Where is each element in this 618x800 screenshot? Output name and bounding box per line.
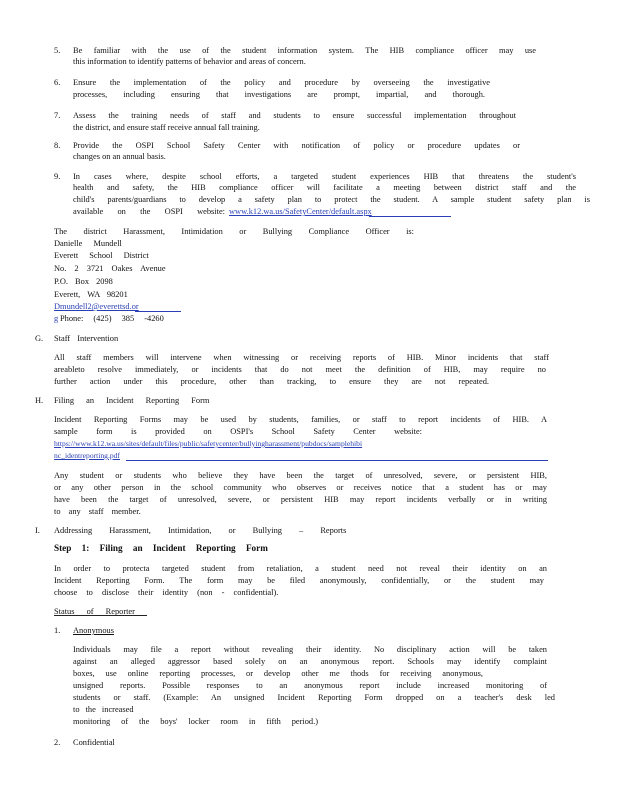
item-number: 8. xyxy=(54,141,61,150)
sub-1-title: Anonymous xyxy=(73,626,114,635)
item-6-line-1: Ensure the implementation of the policy and procedure by overseeing the investigative xyxy=(73,78,490,87)
section-g-title: Staff Intervention xyxy=(54,334,119,343)
officer-po: P.O. Box 2098 xyxy=(54,277,113,286)
section-h-p2-line-2: or any other person in the school community who observes or receives notice that a student has or may xyxy=(54,483,547,492)
section-g-line-2: areableto resolve immediately, or incidents that do not meet the definition of HIB, may require no xyxy=(54,365,546,374)
status-of-reporter-heading: Status of Reporter xyxy=(54,607,135,616)
officer-city: Everett, WA 98201 xyxy=(54,290,128,299)
section-g-letter: G. xyxy=(35,334,44,343)
item-9-line-2: health and safety, the HIB compliance officer will facilitate a meeting between district staff and the xyxy=(73,183,576,192)
safety-center-link[interactable]: www.k12.wa.us/SafetyCenter/default.aspx xyxy=(229,207,372,216)
section-h-title: Filing an Incident Reporting Form xyxy=(54,396,210,405)
sub-1-line-7: monitoring of the boys' locker room in fifth period.) xyxy=(73,717,318,726)
section-h-p1-line-2: sample form is provided on OSPI's School Safety Center website: xyxy=(54,427,422,436)
sub-1-line-4: unsigned reports. Possible responses to an anonymous report include increased monitoring of xyxy=(73,681,547,690)
item-9-line-3: child's parents/guardians to develop a safety plan to protect the student. A sample student safety plan is xyxy=(73,195,590,204)
item-number: 5. xyxy=(54,46,61,55)
officer-email-tail[interactable]: g xyxy=(54,314,59,323)
section-g-line-3: further action under this procedure, other than tracking, to ensure they are not repeated. xyxy=(54,377,489,386)
section-h-p2-line-1: Any student or students who believe they have been the target of unresolved, severe, or persistent HIB, xyxy=(54,471,547,480)
sub-1-line-5: students or staff. (Example: An unsigned Incident Reporting Form dropped on a teacher's desk led xyxy=(73,693,555,702)
item-number: 7. xyxy=(54,111,61,120)
sample-form-link-cont[interactable]: nc_identreporting.pdf xyxy=(54,451,121,460)
section-h-letter: H. xyxy=(35,396,44,405)
sample-form-link[interactable]: https://www.k12.wa.us/sites/default/files/public/safetycenter/bullyingharassment/pubdocs/samplehibi xyxy=(54,439,363,448)
section-i-p1-line-2: Incident Reporting Form. The form may be filed anonymously, confidentially, or the student may xyxy=(54,576,544,585)
sub-2-number: 2. xyxy=(54,738,61,747)
step-1-heading: Step 1: Filing an Incident Reporting Form xyxy=(54,543,268,553)
section-i-p1-line-1: In order to protecta targeted student from retaliation, a student need not reveal their identity on an xyxy=(54,564,547,573)
sub-1-line-2: against an alleged aggressor based solely on an anonymous report. Schools may identify complaint xyxy=(73,657,547,666)
section-g-line-1: All staff members will intervene when witnessing or receiving reports of HIB. Minor incidents that staff xyxy=(54,353,549,362)
section-i-p1-line-3: choose to disclose their identity (non - confidential). xyxy=(54,588,279,597)
sub-1-line-6: to the increased xyxy=(73,705,134,714)
sub-1-line-1: Individuals may file a report without revealing their identity. No disciplinary action will be taken xyxy=(73,645,547,654)
officer-address: No. 2 3721 Oakes Avenue xyxy=(54,264,166,273)
section-h-p2-line-3: have been the target of unresolved, severe, or persistent HIB may report incidents verbally or in writing xyxy=(54,495,547,504)
section-i-letter: I. xyxy=(35,526,40,535)
officer-org: Everett School District xyxy=(54,251,149,260)
section-h-p1-line-1: Incident Reporting Forms may be used by students, families, or staff to report incidents of HIB. A xyxy=(54,415,547,424)
item-5-line-1: Be familiar with the use of the student information system. The HIB compliance officer may use xyxy=(73,46,536,55)
item-number: 6. xyxy=(54,78,61,87)
item-6-line-2: processes, including ensuring that investigations are prompt, impartial, and thorough. xyxy=(73,90,485,99)
sub-1-number: 1. xyxy=(54,626,61,635)
item-9-line-1: In cases where, despite school efforts, a targeted student experiences HIB that threatens the student's xyxy=(73,172,576,181)
sub-1-line-3: boxes, use online reporting processes, or develop other me thods for receiving anonymous, xyxy=(73,669,483,678)
item-7-line-1: Assess the training needs of staff and students to ensure successful implementation throughout xyxy=(73,111,516,120)
status-underline xyxy=(54,615,147,616)
sub-2-title: Confidential xyxy=(73,738,115,747)
link-underline xyxy=(369,216,451,217)
item-9-line-4: available on the OSPI website: xyxy=(73,207,225,216)
link-underline xyxy=(126,460,548,461)
email-underline xyxy=(135,311,181,312)
item-8-line-2: changes on an annual basis. xyxy=(73,152,166,161)
item-8-line-1: Provide the OSPI School Safety Center with notification of policy or procedure updates or xyxy=(73,141,520,150)
item-5-line-2: this information to identify patterns of behavior and areas of concern. xyxy=(73,57,306,66)
item-number: 9. xyxy=(54,172,61,181)
section-i-title: Addressing Harassment, Intimidation, or Bullying – Reports xyxy=(54,526,347,535)
officer-phone: Phone: (425) 385 -4260 xyxy=(60,314,164,323)
officer-email-link[interactable]: Dmundell2@everettsd.or xyxy=(54,302,139,311)
section-h-p2-line-4: to any staff member. xyxy=(54,507,141,516)
item-7-line-2: the district, and ensure staff receive annual fall training. xyxy=(73,123,260,132)
officer-intro: The district Harassment, Intimidation or Bullying Compliance Officer is: xyxy=(54,227,414,236)
officer-name: Danielle Mundell xyxy=(54,239,122,248)
